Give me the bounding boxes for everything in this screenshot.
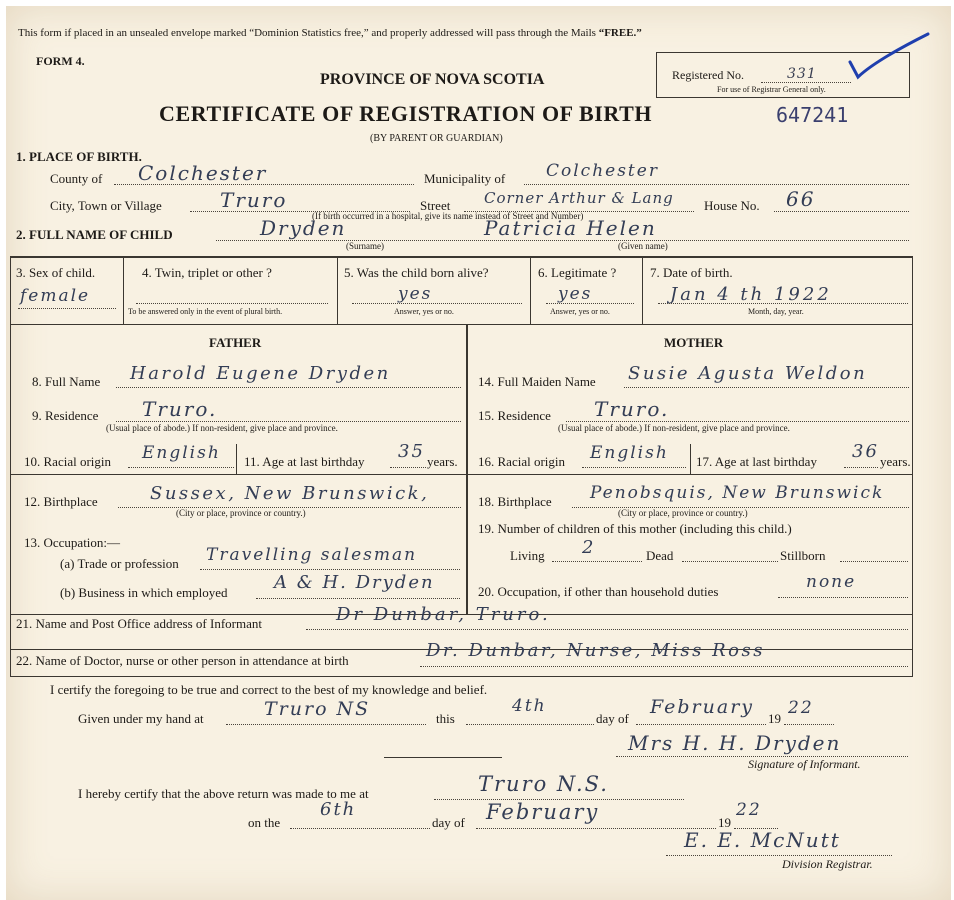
father-age-row-border	[10, 474, 466, 475]
registered-number-line	[761, 82, 851, 83]
mother-name-label: 14. Full Maiden Name	[478, 374, 596, 389]
born-alive-line	[352, 303, 522, 304]
legitimate-note: Answer, yes or no.	[550, 307, 610, 316]
mother-age-value: 36	[852, 441, 879, 462]
registrar-caption: Division Registrar.	[782, 857, 873, 871]
details-divider	[642, 256, 643, 324]
informant-signature-caption: Signature of Informant.	[748, 757, 861, 771]
details-divider	[530, 256, 531, 324]
sex-label: 3. Sex of child.	[16, 265, 96, 280]
street-value: Corner Arthur & Lang	[484, 189, 674, 207]
given-day-line	[466, 724, 594, 725]
place-of-birth-heading: 1. PLACE OF BIRTH.	[16, 149, 142, 164]
living-label: Living	[510, 548, 545, 563]
city-value: Truro	[220, 188, 288, 212]
province-heading: PROVINCE OF NOVA SCOTIA	[320, 71, 545, 88]
father-years-label: years.	[427, 454, 458, 469]
doctor-bottom-border	[10, 676, 913, 677]
informant-signature: Mrs H. H. Dryden	[628, 731, 842, 755]
child-surname-value: Dryden	[260, 216, 347, 240]
given-month-line	[636, 724, 766, 725]
county-label: County of	[50, 171, 103, 186]
father-age-label: 11. Age at last birthday	[244, 454, 365, 469]
return-day-line	[290, 828, 430, 829]
mother-years-label: years.	[880, 454, 911, 469]
children-count-label: 19. Number of children of this mother (including this child.)	[478, 521, 792, 536]
mother-age-label: 17. Age at last birthday	[696, 454, 817, 469]
return-year-prefix: 19	[718, 815, 731, 830]
county-value: Colchester	[138, 161, 268, 185]
mailing-notice	[18, 28, 642, 39]
registrar-signature-line	[666, 855, 892, 856]
certification-statement: I certify the foregoing to be true and correct to the best of my knowledge and belief.	[50, 682, 488, 697]
business-label: (b) Business in which employed	[60, 585, 228, 600]
parents-column-divider	[466, 324, 468, 614]
legitimate-value: yes	[558, 284, 593, 304]
given-year-prefix: 19	[768, 711, 781, 726]
sex-value: female	[20, 286, 91, 306]
registrar-signature: E. E. McNutt	[684, 828, 841, 852]
father-racial-origin-label: 10. Racial origin	[24, 454, 112, 469]
date-of-birth-value: Jan 4 th 1922	[670, 284, 832, 305]
father-name-value: Harold Eugene Dryden	[130, 363, 391, 384]
twin-line	[136, 303, 328, 304]
twin-note: To be answered only in the event of plural birth.	[128, 307, 283, 316]
mother-birthplace-note: (City or place, province or country.)	[618, 508, 748, 518]
free-label: “FREE.”	[598, 27, 642, 39]
born-alive-label: 5. Was the child born alive?	[344, 265, 489, 280]
father-residence-value: Truro.	[142, 397, 218, 421]
left-border-top	[10, 256, 11, 324]
details-bottom-border	[10, 324, 913, 325]
certificate-subtitle: (BY PARENT OR GUARDIAN)	[370, 133, 503, 144]
stamped-number: 647241	[776, 103, 849, 127]
return-day-of-label: day of	[432, 815, 465, 830]
mother-residence-label: 15. Residence	[478, 408, 551, 423]
mother-birthplace-label: 18. Birthplace	[478, 494, 552, 509]
given-year-line	[784, 724, 834, 725]
registrar-use-note: For use of Registrar General only.	[717, 85, 826, 94]
mother-birthplace-value: Penobsquis, New Brunswick	[590, 483, 885, 503]
right-border	[912, 256, 913, 676]
born-alive-note: Answer, yes or no.	[394, 307, 454, 316]
return-place-value: Truro N.S.	[478, 772, 609, 796]
left-border	[10, 324, 11, 676]
legitimate-line	[546, 303, 634, 304]
certificate-title: CERTIFICATE OF REGISTRATION OF BIRTH	[159, 101, 653, 126]
informant-value: Dr Dunbar, Truro.	[336, 604, 551, 625]
return-month-line	[476, 828, 716, 829]
given-at-value: Truro NS	[264, 698, 371, 720]
twin-label: 4. Twin, triplet or other ?	[142, 265, 272, 280]
hospital-note: (If birth occurred in a hospital, give its name instead of Street and Number)	[312, 211, 584, 221]
given-at-label: Given under my hand at	[78, 711, 204, 726]
house-number-value: 66	[786, 187, 816, 211]
return-day-value: 6th	[320, 799, 357, 820]
father-residence-note: (Usual place of abode.) If non-resident, give place and province.	[106, 423, 338, 433]
father-residence-label: 9. Residence	[32, 408, 99, 423]
date-of-birth-note: Month, day, year.	[748, 307, 804, 316]
mother-heading: MOTHER	[664, 335, 724, 350]
date-of-birth-label: 7. Date of birth.	[650, 265, 733, 280]
mother-age-row-border	[467, 474, 912, 475]
mother-name-line	[624, 387, 909, 388]
mother-racial-origin-value: English	[590, 443, 669, 463]
given-day-value: 4th	[512, 696, 547, 716]
father-birthplace-value: Sussex, New Brunswick,	[150, 483, 430, 504]
father-residence-line	[116, 421, 461, 422]
doctor-line	[420, 666, 908, 667]
child-name-line	[216, 240, 909, 241]
given-name-note: (Given name)	[618, 241, 668, 251]
legitimate-label: 6. Legitimate ?	[538, 265, 617, 280]
date-of-birth-line	[658, 303, 908, 304]
trade-label: (a) Trade or profession	[60, 556, 179, 571]
father-age-value: 35	[398, 441, 425, 462]
father-racial-origin-line	[128, 467, 234, 468]
return-month-value: February	[486, 800, 600, 824]
mother-residence-value: Truro.	[594, 397, 670, 421]
mother-residence-line	[566, 421, 909, 422]
city-label: City, Town or Village	[50, 198, 162, 213]
mother-racial-origin-line	[582, 467, 686, 468]
father-heading: FATHER	[209, 335, 262, 350]
father-name-label: 8. Full Name	[32, 374, 101, 389]
father-racial-origin-value: English	[142, 443, 221, 463]
informant-line	[306, 629, 908, 630]
trade-line	[200, 569, 460, 570]
municipality-label: Municipality of	[424, 171, 506, 186]
dead-label: Dead	[646, 548, 674, 563]
born-alive-value: yes	[398, 284, 433, 304]
father-age-divider	[236, 444, 237, 474]
child-given-value: Patricia Helen	[484, 216, 657, 240]
living-line	[552, 561, 642, 562]
father-birthplace-label: 12. Birthplace	[24, 494, 98, 509]
stillborn-label: Stillborn	[780, 548, 826, 563]
registered-number-label: Registered No.	[672, 68, 744, 82]
street-label: Street	[420, 198, 451, 213]
living-value: 2	[582, 537, 596, 558]
business-line	[256, 598, 460, 599]
municipality-value: Colchester	[546, 161, 659, 181]
dead-line	[682, 561, 778, 562]
given-year-value: 22	[788, 698, 814, 718]
given-at-line	[226, 724, 426, 725]
business-value: A & H. Dryden	[274, 572, 435, 593]
mother-residence-note: (Usual place of abode.) If non-resident, give place and province.	[558, 423, 790, 433]
doctor-value: Dr. Dunbar, Nurse, Miss Ross	[426, 640, 765, 661]
mother-occupation-label: 20. Occupation, if other than household duties	[478, 584, 719, 599]
return-made-label: I hereby certify that the above return was made to me at	[78, 786, 369, 801]
on-the-label: on the	[248, 815, 281, 830]
doctor-label: 22. Name of Doctor, nurse or other person in attendance at birth	[16, 653, 349, 668]
details-top-border	[10, 256, 913, 258]
mother-age-divider	[690, 444, 691, 474]
mother-age-line	[844, 467, 878, 468]
father-name-line	[116, 387, 461, 388]
mother-occupation-value: none	[806, 572, 857, 592]
mailing-notice-text: This form if placed in an unsealed envelope marked “Dominion Statistics free,” and properly addressed will pass through the Mails	[18, 27, 596, 39]
check-mark-icon	[846, 30, 932, 84]
father-age-line	[390, 467, 426, 468]
father-birthplace-note: (City or place, province or country.)	[176, 508, 306, 518]
father-occupation-label: 13. Occupation:—	[24, 535, 121, 550]
mother-name-value: Susie Agusta Weldon	[628, 363, 868, 384]
this-label: this	[436, 711, 455, 726]
mother-occupation-line	[778, 597, 908, 598]
house-number-label: House No.	[704, 198, 760, 213]
mother-racial-origin-label: 16. Racial origin	[478, 454, 566, 469]
municipality-line	[524, 184, 909, 185]
sex-line	[18, 308, 116, 309]
details-divider	[337, 256, 338, 324]
given-day-of-label: day of	[596, 711, 629, 726]
informant-label: 21. Name and Post Office address of Informant	[16, 616, 262, 631]
signature-stub-line	[384, 757, 502, 758]
given-month-value: February	[650, 696, 755, 718]
registered-number-value: 331	[787, 66, 817, 82]
form-number: FORM 4.	[36, 54, 85, 68]
surname-note: (Surname)	[346, 241, 384, 251]
trade-value: Travelling salesman	[206, 545, 418, 565]
return-year-value: 22	[736, 800, 762, 820]
stillborn-line	[840, 561, 908, 562]
house-number-line	[774, 211, 909, 212]
details-divider	[123, 256, 124, 324]
child-name-label: 2. FULL NAME OF CHILD	[16, 227, 173, 242]
birth-certificate-form	[6, 6, 951, 900]
